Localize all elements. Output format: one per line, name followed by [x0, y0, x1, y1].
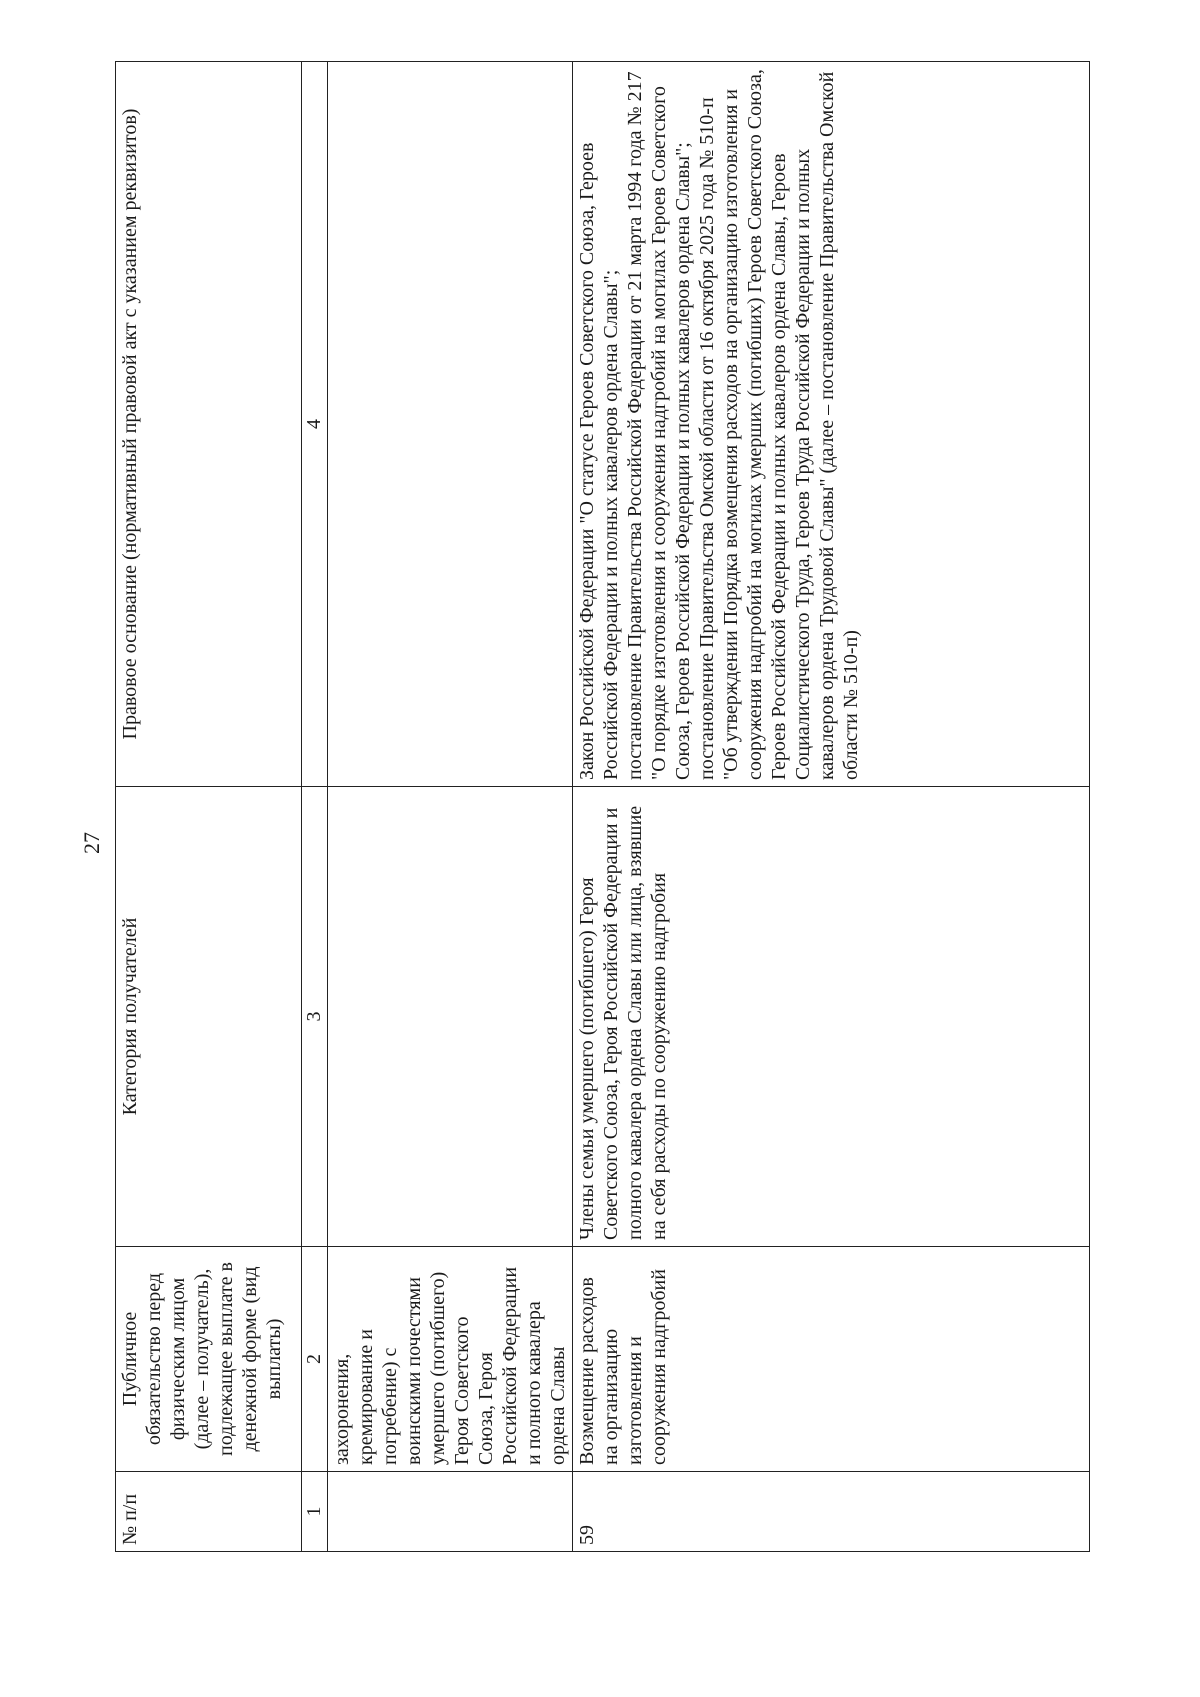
column-number-1: 1 — [302, 1472, 328, 1552]
table-header-row — [116, 62, 302, 1552]
header-legal-basis: Правовое основание (нормативный правовой акт с указанием реквизитов) — [116, 62, 302, 787]
table-row-continuation — [328, 62, 573, 1552]
column-number-3: 3 — [302, 787, 328, 1247]
obligations-table — [115, 61, 1090, 1552]
header-obligation: Публичное обязательство перед физическим лицом (далее – получатель), подлежащее выплате в денежной форме (вид выплаты) — [116, 1247, 302, 1472]
legal-basis-regional-resolution: постановление Правительства Омской области от 16 октября 2025 года № 510-п "Об утверждении Порядка возмещения расходов на организацию изготовления и сооружения надгробий на могилах умерших (погибших) Героев Советского Союза, Героев Российской Федерации и полных кавалеров ордена Славы, Героев Социалистического Труда, Героев Труда Российской Федерации и полных кавалеров ордена Трудовой Славы" (далее – постановление Правительства Омской области № 510-п) — [696, 69, 862, 780]
rotated-table-frame — [115, 62, 1090, 1552]
cell-category: Члены семьи умершего (погибшего) Героя Советского Союза, Героя Российской Федерации и полного кавалера ордена Славы или лица, взявшие на себя расходы по сооружению надгробия — [573, 787, 1090, 1247]
cell-number: 59 — [573, 1472, 1090, 1552]
legal-basis-federal-resolution: постановление Правительства Российской Федерации от 21 марта 1994 года № 217 "О порядке изготовления и сооружения надгробий на могилах Героев Советского Союза, Героев Российской Федерации и полных кавалеров ордена Славы"; — [624, 71, 694, 780]
cell-legal-basis — [328, 62, 573, 787]
header-category: Категория получателей — [116, 787, 302, 1247]
cell-obligation: Возмещение расходов на организацию изготовления и сооружения надгробий — [573, 1247, 1090, 1472]
column-number-row — [302, 62, 328, 1552]
cell-obligation: захоронения, кремирование и погребение) с воинскими почестями умершего (погибшего) Героя Советского Союза, Героя Российской Федерации и полного кавалера ордена Славы — [328, 1247, 573, 1472]
column-number-2: 2 — [302, 1247, 328, 1472]
header-number: № п/п — [116, 1472, 302, 1552]
legal-basis-law: Закон Российской Федерации "О статусе Героев Советского Союза, Героев Российской Федерации и полных кавалеров ордена Славы"; — [576, 142, 622, 780]
cell-category — [328, 787, 573, 1247]
cell-number — [328, 1472, 573, 1552]
page-number: 27 — [79, 832, 104, 854]
table-row-59 — [573, 62, 1090, 1552]
cell-legal-basis — [573, 62, 1090, 787]
column-number-4: 4 — [302, 62, 328, 787]
